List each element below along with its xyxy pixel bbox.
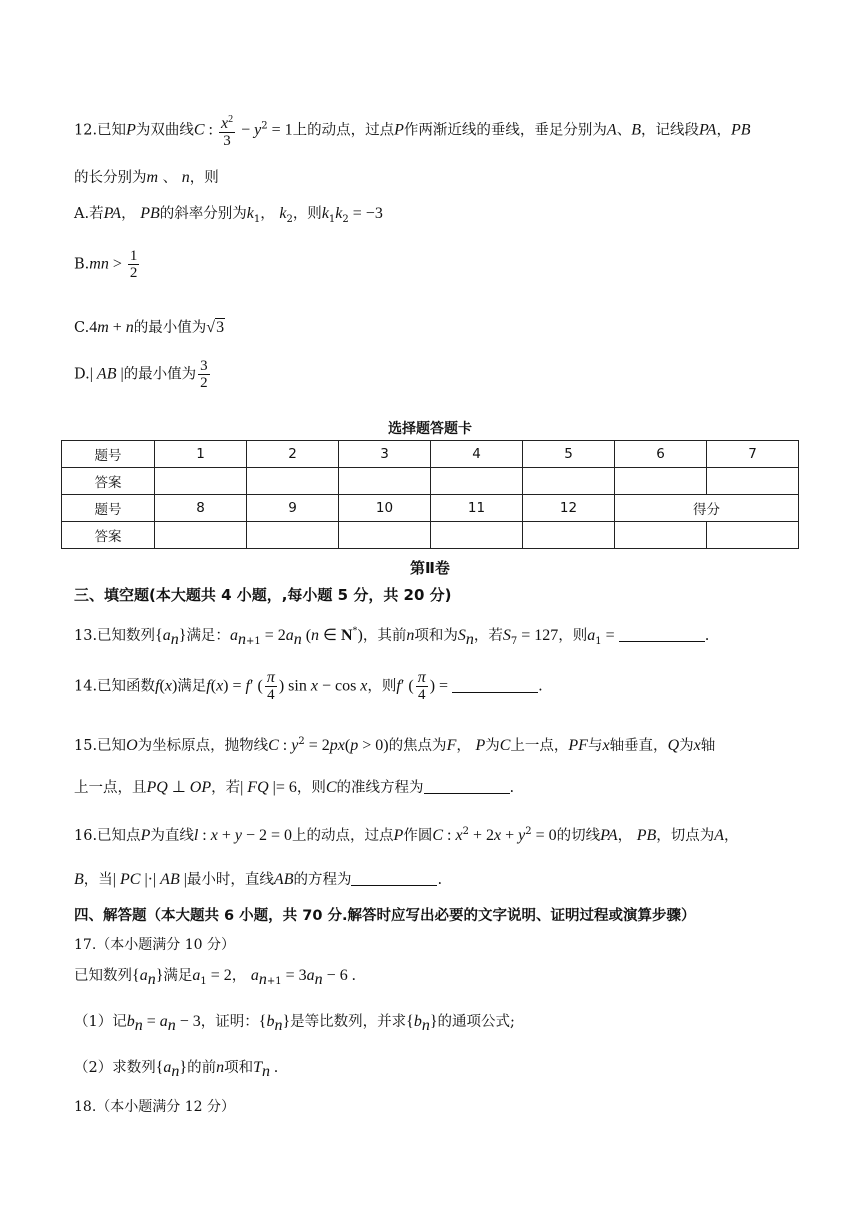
q14-text: 14.已知函数	[74, 678, 156, 695]
q15-text: 为	[485, 738, 500, 754]
q15-text: 轴垂直，	[609, 738, 668, 754]
q15-text: ，若	[211, 780, 241, 796]
table-row	[62, 522, 799, 549]
fraction-pi-over-4: $\frac{\pi}{4}$	[417, 669, 426, 703]
q16-text: 上的动点，过点	[292, 828, 394, 844]
q12-text: 的最小值为	[123, 366, 197, 383]
q15-text: 为坐标原点，抛物线	[137, 738, 269, 754]
question-number-cell: 6	[615, 441, 707, 468]
part-two-title: 第Ⅱ卷	[410, 559, 450, 577]
q16-text: ，切点为	[656, 828, 715, 844]
row-label: 答案	[62, 468, 155, 495]
q17-text: 是等比数列，并求	[290, 1014, 407, 1030]
option-label: B.	[74, 256, 90, 273]
answer-blank[interactable]	[424, 781, 510, 794]
fraction-one-half: $\frac{1}{2}$	[129, 248, 138, 281]
q14-text: ，则	[367, 678, 397, 695]
q13-text: 13.已知数列	[74, 628, 156, 644]
answer-card-title: 选择题答题卡	[388, 421, 472, 437]
q12-text: 的斜率分别为	[159, 206, 247, 222]
q17-text: 项和	[224, 1060, 254, 1076]
q13: 13.已知数列$\{a_n\}$满足：$a_{n+1} = 2a_n$ (n ∈ N*)，其前n项和为$S_n$，若$S_7 = 127$，则$a_1$ = .	[74, 625, 710, 648]
q16-text: 的方程为	[293, 872, 352, 888]
table-row	[62, 495, 799, 522]
option-label: C.	[74, 320, 90, 336]
q14-text: 满足	[177, 678, 207, 695]
answer-cell[interactable]	[523, 522, 615, 549]
answer-cell[interactable]	[431, 468, 523, 495]
question-number-cell: 10	[339, 495, 431, 522]
row-label: 题号	[62, 495, 155, 522]
q12-stem-line2: 的长分别为m 、 n，则	[74, 169, 219, 186]
q17-text: 已知数列	[74, 968, 132, 984]
answer-cell[interactable]	[431, 522, 523, 549]
question-number-cell: 1	[155, 441, 247, 468]
question-number-cell: 3	[339, 441, 431, 468]
answer-card-table	[61, 440, 799, 549]
q12-option-a: A.若PA， PB的斜率分别为$k_1$， $k_2$，则$k_1k_2 = -3$	[74, 205, 383, 225]
q12-prefix: 12.已知	[74, 122, 127, 139]
q15-line2: 上一点，且PQ ⊥ OP，若| FQ |= 6，则C的准线方程为 .	[74, 779, 515, 796]
q13-text: ，其前	[362, 628, 407, 644]
q15-text: 与	[587, 738, 603, 754]
q12-text: 上的动点，过点	[292, 122, 395, 139]
q16-text: 的切线	[556, 828, 601, 844]
q15-line1: 15.已知O为坐标原点，抛物线C : $y^2 = 2px(p > 0)$的焦点为F， P为C上一点，PF与x轴垂直，Q为x轴	[74, 736, 716, 754]
option-label: D.	[74, 366, 90, 383]
q17-text: 的前	[187, 1060, 217, 1076]
q16-text: 作圆	[403, 828, 433, 844]
q12-option-d: D.| AB |的最小值为 $\frac{3}{2}$	[74, 358, 208, 391]
question-number-cell: 8	[155, 495, 247, 522]
q13-text: 满足：	[186, 628, 230, 644]
q17-part1: （1）记$b_n = a_n - 3$，证明：$\{b_n\}$是等比数列，并求$\{b_n\}$的通项公式;	[74, 1013, 515, 1034]
q12-text: 为双曲线	[135, 122, 194, 139]
q16-text: 最小时，直线	[186, 872, 274, 888]
q12-text: ，则	[292, 206, 322, 222]
q12-text: ，记线段	[640, 122, 699, 139]
q13-text: ，若	[473, 628, 503, 644]
answer-cell[interactable]	[615, 468, 707, 495]
question-number-cell: 7	[707, 441, 799, 468]
hyperbola-fraction: $\frac{x^2}{3}$	[220, 114, 234, 149]
question-number-cell: 5	[523, 441, 615, 468]
q15-text: ，则	[296, 780, 326, 796]
score-cell[interactable]	[615, 522, 707, 549]
answer-blank[interactable]	[619, 629, 705, 642]
question-number-cell: 2	[247, 441, 339, 468]
question-number-cell: 4	[431, 441, 523, 468]
answer-cell[interactable]	[707, 468, 799, 495]
q12-option-b: B.mn > $\frac{1}{2}$	[74, 248, 138, 281]
q14: 14.已知函数f(x)满足f(x) = f′ ( $\frac{\pi}{4}$ ) sin x − cos x，则f′ ( $\frac{\pi}{4}$ ) = .	[74, 669, 543, 703]
q12-text: ，则	[189, 170, 219, 186]
q17-text: （1）记	[74, 1014, 127, 1030]
question-number-cell: 9	[247, 495, 339, 522]
q17-text: 满足	[163, 968, 193, 984]
answer-blank[interactable]	[452, 680, 538, 693]
row-label: 题号	[62, 441, 155, 468]
table-row	[62, 468, 799, 495]
q16-line2: B，当| PC |·| AB |最小时，直线AB的方程为 .	[74, 871, 443, 888]
q15-text: 为	[679, 738, 694, 754]
q12-option-c: C.4m + n的最小值为√3	[74, 319, 225, 336]
q15-text: 的准线方程为	[336, 780, 424, 796]
answer-cell[interactable]	[247, 522, 339, 549]
q17-stem: 已知数列$\{a_n\}$满足$a_1 = 2$， $a_{n+1} = 3a_n - 6$ .	[74, 967, 356, 988]
q12-text: 的最小值为	[133, 320, 207, 336]
section-three-title: 三、填空题(本大题共 4 小题，,每小题 5 分，共 20 分)	[74, 586, 452, 604]
fraction-pi-over-4: $\frac{\pi}{4}$	[266, 669, 275, 703]
score-label-cell: 得分	[615, 495, 799, 522]
q13-text: 项和为	[414, 628, 458, 644]
fraction-three-halves: $\frac{3}{2}$	[200, 358, 208, 391]
q18-header: 18.（本小题满分 12 分）	[74, 1099, 235, 1115]
q15-text: 轴	[700, 738, 716, 754]
q17-header: 17.（本小题满分 10 分）	[74, 937, 235, 953]
q16-text: ，当	[83, 872, 113, 888]
row-label: 答案	[62, 522, 155, 549]
answer-cell[interactable]	[155, 522, 247, 549]
q15-text: 上一点，且	[74, 780, 147, 796]
question-number-cell: 11	[431, 495, 523, 522]
q12-stem-line1: 12.已知P为双曲线C : $\frac{x^2}{3}$ − $y^2 = 1$上的动点，过点P作两渐近线的垂线，垂足分别为A、B，记线段PA，PB	[74, 114, 751, 149]
q12-text: 作两渐近线的垂线，垂足分别为	[403, 122, 607, 139]
q13-text: ，则	[558, 628, 588, 644]
q15-text: 的焦点为	[388, 738, 447, 754]
answer-cell[interactable]	[155, 468, 247, 495]
score-cell[interactable]	[707, 522, 799, 549]
q16-text: 为直线	[150, 828, 194, 844]
answer-blank[interactable]	[351, 873, 437, 886]
option-label: A.若	[74, 206, 104, 222]
q17-part2: （2）求数列$\{a_n\}$的前n项和$T_n$ .	[74, 1059, 279, 1080]
q15-text: 15.已知	[74, 738, 127, 754]
q16-line1: 16.已知点P为直线l : x + y − 2 = 0上的动点，过点P作圆C : $x^2 + 2x + y^2 = 0$的切线PA， PB，切点为A，	[74, 826, 739, 844]
q17-text: （2）求数列	[74, 1060, 156, 1076]
q15-text: 上一点，	[510, 738, 569, 754]
q12-text: 的长分别为	[74, 170, 147, 186]
q16-text: 16.已知点	[74, 828, 141, 844]
answer-cell[interactable]	[247, 468, 339, 495]
question-number-cell: 12	[523, 495, 615, 522]
answer-cell[interactable]	[339, 522, 431, 549]
q17-text: 的通项公式;	[437, 1014, 515, 1030]
section-four-title: 四、解答题（本大题共 6 小题，共 70 分.解答时应写出必要的文字说明、证明过程或演算步骤）	[74, 908, 696, 924]
q17-text: ，证明：	[200, 1014, 259, 1030]
table-row	[62, 441, 799, 468]
answer-cell[interactable]	[339, 468, 431, 495]
answer-cell[interactable]	[523, 468, 615, 495]
